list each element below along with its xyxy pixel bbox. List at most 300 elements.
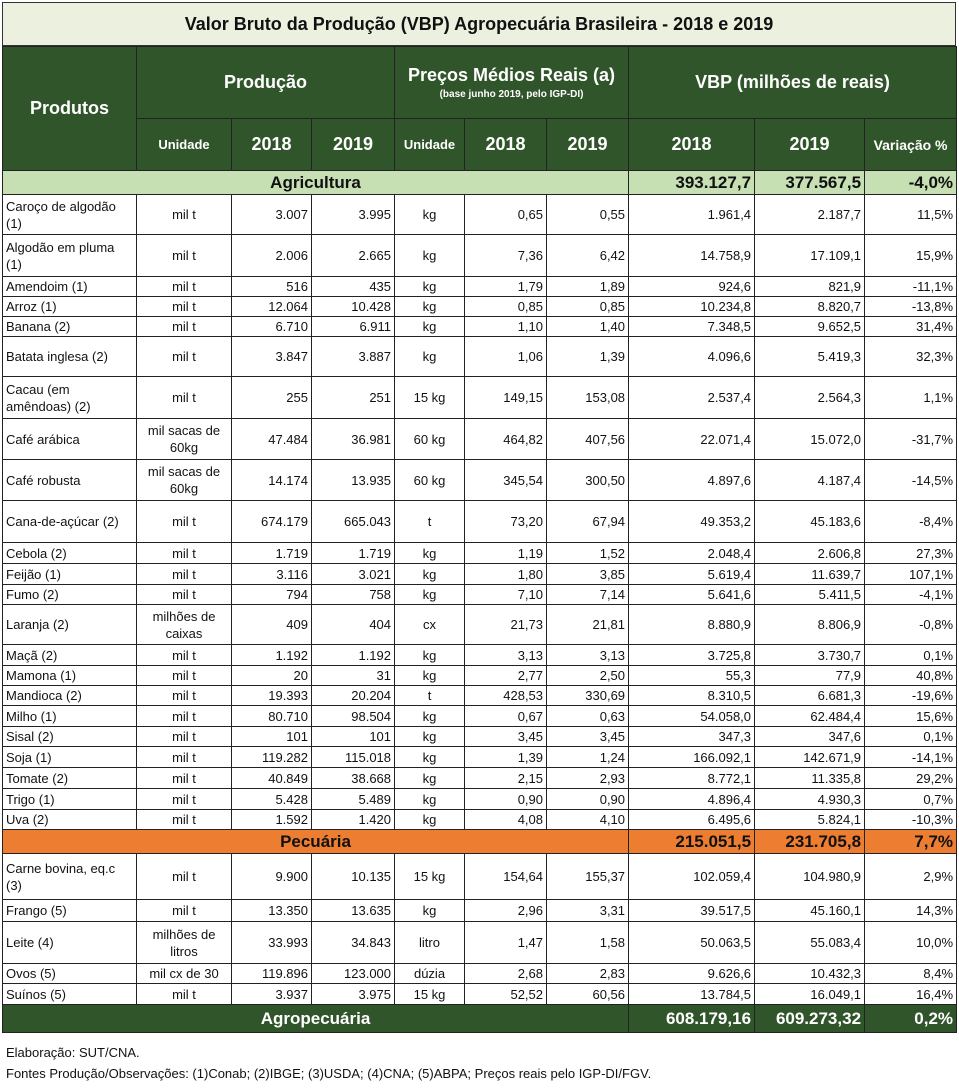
price-2018: 0,90 [465,789,547,810]
product-name: Fumo (2) [3,585,137,605]
vbp-2018: 102.059,4 [629,854,755,900]
variacao: 31,4% [865,317,957,337]
product-name: Leite (4) [3,922,137,964]
product-name: Trigo (1) [3,789,137,810]
price-2019: 2,83 [547,964,629,984]
production-unit: mil t [137,854,232,900]
price-unit: kg [395,543,465,564]
table-row [3,768,957,789]
table-row [3,501,957,543]
price-2018: 2,68 [465,964,547,984]
vbp-2019: 821,9 [755,277,865,297]
production-2018: 119.282 [232,747,312,768]
production-unit: mil t [137,543,232,564]
vbp-2019: 3.730,7 [755,645,865,666]
production-unit: mil t [137,706,232,727]
price-2018: 1,10 [465,317,547,337]
vbp-2019: 17.109,1 [755,235,865,277]
price-2018: 1,47 [465,922,547,964]
price-unit: kg [395,666,465,686]
price-2019: 4,10 [547,810,629,830]
price-unit: kg [395,789,465,810]
footer-elaboracao: Elaboração: SUT/CNA. [6,1045,140,1060]
variacao: 107,1% [865,564,957,585]
product-name: Tomate (2) [3,768,137,789]
table-title: Valor Bruto da Produção (VBP) Agropecuária Brasileira - 2018 e 2019 [2,2,956,46]
production-2019: 31 [312,666,395,686]
production-2019: 115.018 [312,747,395,768]
price-2019: 2,50 [547,666,629,686]
vbp-2019: 62.484,4 [755,706,865,727]
table-row [3,666,957,686]
product-name: Suínos (5) [3,984,137,1005]
vbp-2018: 9.626,6 [629,964,755,984]
price-2018: 345,54 [465,460,547,501]
vbp-2019: 142.671,9 [755,747,865,768]
price-2019: 1,52 [547,543,629,564]
price-2018: 428,53 [465,686,547,706]
price-2018: 1,39 [465,747,547,768]
price-2019: 0,63 [547,706,629,727]
price-unit: kg [395,585,465,605]
vbp-2018: 2.048,4 [629,543,755,564]
vbp-2019: 347,6 [755,727,865,747]
vbp-2019: 6.681,3 [755,686,865,706]
price-2018: 2,77 [465,666,547,686]
vbp-2019: 55.083,4 [755,922,865,964]
production-2018: 47.484 [232,419,312,460]
product-name: Carne bovina, eq.c (3) [3,854,137,900]
vbp-2019: 2.564,3 [755,377,865,419]
product-name: Café robusta [3,460,137,501]
production-unit: mil t [137,789,232,810]
header-produtos: Produtos [3,47,137,171]
production-2019: 13.635 [312,900,395,922]
price-2018: 0,85 [465,297,547,317]
section-vbp-2018: 215.051,5 [629,830,755,854]
price-unit: kg [395,317,465,337]
vbp-2019: 5.419,3 [755,337,865,377]
production-2018: 3.116 [232,564,312,585]
vbp-2018: 10.234,8 [629,297,755,317]
section-agropecuaria [3,1005,957,1033]
production-2019: 98.504 [312,706,395,727]
production-unit: mil t [137,900,232,922]
header-prod-2018: 2018 [232,119,312,171]
production-2019: 38.668 [312,768,395,789]
price-2019: 1,58 [547,922,629,964]
price-2019: 3,45 [547,727,629,747]
variacao: -8,4% [865,501,957,543]
vbp-2019: 9.652,5 [755,317,865,337]
header-precos [395,47,629,119]
price-unit: cx [395,605,465,645]
header-producao: Produção [137,47,395,119]
variacao: 29,2% [865,768,957,789]
price-2019: 1,24 [547,747,629,768]
price-2019: 2,93 [547,768,629,789]
price-unit: 15 kg [395,377,465,419]
production-2019: 251 [312,377,395,419]
product-name: Cana-de-açúcar (2) [3,501,137,543]
vbp-2018: 55,3 [629,666,755,686]
production-unit: milhões de litros [137,922,232,964]
vbp-2019: 8.820,7 [755,297,865,317]
production-2018: 101 [232,727,312,747]
price-unit: kg [395,900,465,922]
product-name: Arroz (1) [3,297,137,317]
variacao: 1,1% [865,377,957,419]
price-unit: kg [395,564,465,585]
table-row [3,922,957,964]
variacao: -13,8% [865,297,957,317]
production-2018: 9.900 [232,854,312,900]
variacao: -31,7% [865,419,957,460]
product-name: Caroço de algodão (1) [3,195,137,235]
production-2018: 5.428 [232,789,312,810]
production-2018: 409 [232,605,312,645]
production-2018: 516 [232,277,312,297]
price-unit: kg [395,810,465,830]
variacao: 0,7% [865,789,957,810]
production-2019: 10.135 [312,854,395,900]
variacao: -14,1% [865,747,957,768]
vbp-2019: 45.183,6 [755,501,865,543]
variacao: 8,4% [865,964,957,984]
variacao: 11,5% [865,195,957,235]
production-unit: mil cx de 30 [137,964,232,984]
vbp-2018: 166.092,1 [629,747,755,768]
production-2019: 1.420 [312,810,395,830]
section-vbp-2018: 393.127,7 [629,171,755,195]
production-2018: 14.174 [232,460,312,501]
section-label: Pecuária [3,830,629,854]
price-unit: kg [395,277,465,297]
vbp-2018: 3.725,8 [629,645,755,666]
production-unit: mil sacas de 60kg [137,419,232,460]
vbp-2018: 4.096,6 [629,337,755,377]
price-2018: 73,20 [465,501,547,543]
vbp-2019: 2.606,8 [755,543,865,564]
price-2018: 2,15 [465,768,547,789]
header-precos-title: Preços Médios Reais (a) [407,65,616,85]
vbp-2018: 347,3 [629,727,755,747]
section-agricultura [3,171,957,195]
variacao: 0,1% [865,645,957,666]
production-2019: 3.887 [312,337,395,377]
vbp-table [2,46,957,1033]
variacao: 27,3% [865,543,957,564]
vbp-2019: 77,9 [755,666,865,686]
vbp-2019: 15.072,0 [755,419,865,460]
vbp-2018: 2.537,4 [629,377,755,419]
price-unit: kg [395,727,465,747]
table-row [3,377,957,419]
table-row [3,564,957,585]
production-2018: 3.007 [232,195,312,235]
product-name: Sisal (2) [3,727,137,747]
section-variacao: 7,7% [865,830,957,854]
price-unit: kg [395,645,465,666]
production-unit: mil t [137,337,232,377]
product-name: Frango (5) [3,900,137,922]
table-row [3,645,957,666]
variacao: 16,4% [865,984,957,1005]
vbp-2019: 4.187,4 [755,460,865,501]
section-vbp-2019: 609.273,32 [755,1005,865,1033]
price-unit: 60 kg [395,460,465,501]
price-2019: 6,42 [547,235,629,277]
vbp-2018: 49.353,2 [629,501,755,543]
production-unit: mil t [137,727,232,747]
table-row [3,419,957,460]
production-2019: 123.000 [312,964,395,984]
vbp-2018: 50.063,5 [629,922,755,964]
production-2019: 2.665 [312,235,395,277]
table-row [3,235,957,277]
price-2019: 0,85 [547,297,629,317]
production-2018: 3.847 [232,337,312,377]
production-2018: 674.179 [232,501,312,543]
production-2019: 1.192 [312,645,395,666]
price-2018: 2,96 [465,900,547,922]
header-variacao: Variação % [865,119,957,171]
production-unit: mil t [137,747,232,768]
production-2018: 19.393 [232,686,312,706]
production-2019: 3.995 [312,195,395,235]
production-2019: 665.043 [312,501,395,543]
production-2019: 435 [312,277,395,297]
production-2019: 20.204 [312,686,395,706]
price-unit: 15 kg [395,984,465,1005]
section-label: Agropecuária [3,1005,629,1033]
vbp-2019: 11.335,8 [755,768,865,789]
vbp-2019: 11.639,7 [755,564,865,585]
price-unit: kg [395,747,465,768]
product-name: Batata inglesa (2) [3,337,137,377]
price-2019: 0,90 [547,789,629,810]
variacao: -19,6% [865,686,957,706]
product-name: Soja (1) [3,747,137,768]
price-unit: t [395,686,465,706]
production-2019: 3.975 [312,984,395,1005]
price-2019: 67,94 [547,501,629,543]
product-name: Amendoim (1) [3,277,137,297]
production-unit: mil t [137,768,232,789]
table-row [3,810,957,830]
product-name: Feijão (1) [3,564,137,585]
header-preco-2019: 2019 [547,119,629,171]
table-row [3,747,957,768]
price-2018: 3,13 [465,645,547,666]
price-2019: 60,56 [547,984,629,1005]
vbp-2019: 2.187,7 [755,195,865,235]
production-unit: mil t [137,297,232,317]
price-unit: litro [395,922,465,964]
vbp-2018: 14.758,9 [629,235,755,277]
vbp-2018: 8.310,5 [629,686,755,706]
variacao: -0,8% [865,605,957,645]
production-unit: mil t [137,317,232,337]
section-variacao: -4,0% [865,171,957,195]
table-row [3,277,957,297]
header-precos-sub: (base junho 2019, pelo IGP-DI) [439,89,584,100]
product-name: Ovos (5) [3,964,137,984]
vbp-2018: 924,6 [629,277,755,297]
price-2019: 21,81 [547,605,629,645]
product-name: Algodão em pluma (1) [3,235,137,277]
vbp-2018: 13.784,5 [629,984,755,1005]
product-name: Mamona (1) [3,666,137,686]
section-label: Agricultura [3,171,629,195]
vbp-2019: 104.980,9 [755,854,865,900]
production-2019: 1.719 [312,543,395,564]
vbp-2018: 6.495,6 [629,810,755,830]
product-name: Mandioca (2) [3,686,137,706]
variacao: 15,6% [865,706,957,727]
production-2018: 794 [232,585,312,605]
price-2019: 3,31 [547,900,629,922]
production-2018: 3.937 [232,984,312,1005]
production-2019: 36.981 [312,419,395,460]
production-unit: mil t [137,501,232,543]
price-unit: kg [395,768,465,789]
production-2018: 13.350 [232,900,312,922]
vbp-2019: 5.411,5 [755,585,865,605]
vbp-2018: 5.641,6 [629,585,755,605]
production-2018: 119.896 [232,964,312,984]
price-unit: kg [395,195,465,235]
variacao: -4,1% [865,585,957,605]
section-variacao: 0,2% [865,1005,957,1033]
price-2018: 21,73 [465,605,547,645]
product-name: Uva (2) [3,810,137,830]
vbp-2019: 5.824,1 [755,810,865,830]
price-2018: 149,15 [465,377,547,419]
production-unit: mil sacas de 60kg [137,460,232,501]
price-2018: 0,65 [465,195,547,235]
variacao: 10,0% [865,922,957,964]
section-vbp-2019: 377.567,5 [755,171,865,195]
header-vbp: VBP (milhões de reais) [629,47,957,119]
price-unit: t [395,501,465,543]
table-row [3,789,957,810]
table-row [3,337,957,377]
price-2018: 52,52 [465,984,547,1005]
header-vbp-2018: 2018 [629,119,755,171]
vbp-2018: 22.071,4 [629,419,755,460]
header-vbp-2019: 2019 [755,119,865,171]
variacao: -14,5% [865,460,957,501]
section-pecuaria [3,830,957,854]
price-2018: 4,08 [465,810,547,830]
vbp-2018: 4.896,4 [629,789,755,810]
production-unit: mil t [137,984,232,1005]
production-2019: 13.935 [312,460,395,501]
variacao: 2,9% [865,854,957,900]
production-unit: mil t [137,564,232,585]
production-unit: milhões de caixas [137,605,232,645]
production-unit: mil t [137,235,232,277]
product-name: Banana (2) [3,317,137,337]
price-2019: 3,13 [547,645,629,666]
price-2019: 300,50 [547,460,629,501]
price-unit: 15 kg [395,854,465,900]
price-unit: kg [395,706,465,727]
footer [6,1042,651,1084]
price-2018: 154,64 [465,854,547,900]
footer-fontes: Fontes Produção/Observações: (1)Conab; (2)IBGE; (3)USDA; (4)CNA; (5)ABPA; Preços reais pelo IGP-DI/FGV. [6,1066,652,1081]
production-2019: 10.428 [312,297,395,317]
production-2018: 1.592 [232,810,312,830]
price-unit: 60 kg [395,419,465,460]
price-2018: 7,36 [465,235,547,277]
table-row [3,317,957,337]
table-row [3,686,957,706]
product-name: Cebola (2) [3,543,137,564]
vbp-2018: 54.058,0 [629,706,755,727]
production-unit: mil t [137,585,232,605]
vbp-2018: 5.619,4 [629,564,755,585]
production-2019: 101 [312,727,395,747]
variacao: 0,1% [865,727,957,747]
price-unit: kg [395,235,465,277]
production-unit: mil t [137,645,232,666]
table-row [3,727,957,747]
production-2018: 1.719 [232,543,312,564]
production-2018: 33.993 [232,922,312,964]
production-2019: 5.489 [312,789,395,810]
production-2018: 255 [232,377,312,419]
table-row [3,706,957,727]
price-2018: 1,06 [465,337,547,377]
production-2019: 34.843 [312,922,395,964]
production-unit: mil t [137,810,232,830]
price-2019: 1,89 [547,277,629,297]
vbp-2018: 8.772,1 [629,768,755,789]
variacao: 14,3% [865,900,957,922]
price-2019: 3,85 [547,564,629,585]
table-row [3,195,957,235]
production-unit: mil t [137,377,232,419]
table-row [3,297,957,317]
production-2019: 3.021 [312,564,395,585]
product-name: Maçã (2) [3,645,137,666]
production-unit: mil t [137,277,232,297]
vbp-2019: 45.160,1 [755,900,865,922]
table-row [3,460,957,501]
table-row [3,543,957,564]
price-2018: 0,67 [465,706,547,727]
price-2018: 1,19 [465,543,547,564]
production-2019: 404 [312,605,395,645]
section-vbp-2019: 231.705,8 [755,830,865,854]
vbp-2018: 1.961,4 [629,195,755,235]
product-name: Cacau (em amêndoas) (2) [3,377,137,419]
production-2018: 6.710 [232,317,312,337]
variacao: -11,1% [865,277,957,297]
production-unit: mil t [137,195,232,235]
price-2019: 1,39 [547,337,629,377]
vbp-2019: 8.806,9 [755,605,865,645]
price-unit: kg [395,337,465,377]
production-2018: 80.710 [232,706,312,727]
product-name: Laranja (2) [3,605,137,645]
header-unidade-preco: Unidade [395,119,465,171]
price-2019: 407,56 [547,419,629,460]
product-name: Milho (1) [3,706,137,727]
table-row [3,854,957,900]
